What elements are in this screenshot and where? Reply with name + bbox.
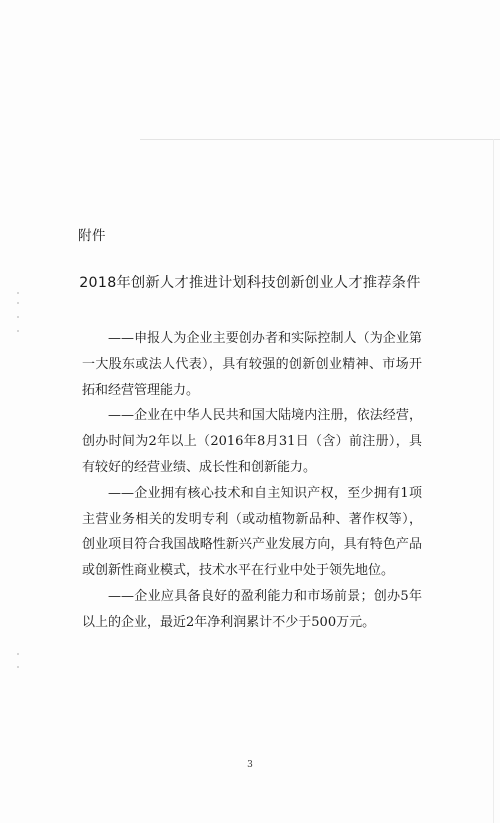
- binding-mark: [17, 316, 19, 318]
- binding-mark: [17, 330, 19, 332]
- binding-mark: [17, 666, 19, 668]
- document-body: [82, 326, 422, 636]
- condition-paragraph: ——企业应具备良好的盈利能力和市场前景；创办5年以上的企业，最近2年净利润累计不少于500万元。: [82, 588, 422, 630]
- attachment-label: 附件: [78, 228, 106, 244]
- page-number: 3: [247, 760, 253, 770]
- condition-paragraph: ——企业在中华人民共和国大陆境内注册，依法经营，创办时间为2年以上（2016年8月31日（含）前注册），具有较好的经营业绩、成长性和创新能力。: [82, 408, 422, 475]
- document-title: 2018年创新人才推进计划科技创新创业人才推荐条件: [79, 275, 421, 291]
- binding-mark: [17, 292, 19, 294]
- binding-mark: [17, 653, 19, 655]
- scan-edge-top: [140, 139, 500, 140]
- condition-paragraph: ——申报人为企业主要创办者和实际控制人（为企业第一大股东或法人代表），具有较强的创新创业精神、市场开拓和经营管理能力。: [82, 331, 422, 398]
- binding-mark: [17, 302, 19, 304]
- scan-edge-right: [493, 139, 494, 823]
- condition-paragraph: ——企业拥有核心技术和自主知识产权，至少拥有1项主营业务相关的发明专利（或动植物新品种、著作权等），创业项目符合我国战略性新兴产业发展方向，具有特色产品或创新性商业模式，技术水平在行业中处于领先地位。: [82, 485, 422, 579]
